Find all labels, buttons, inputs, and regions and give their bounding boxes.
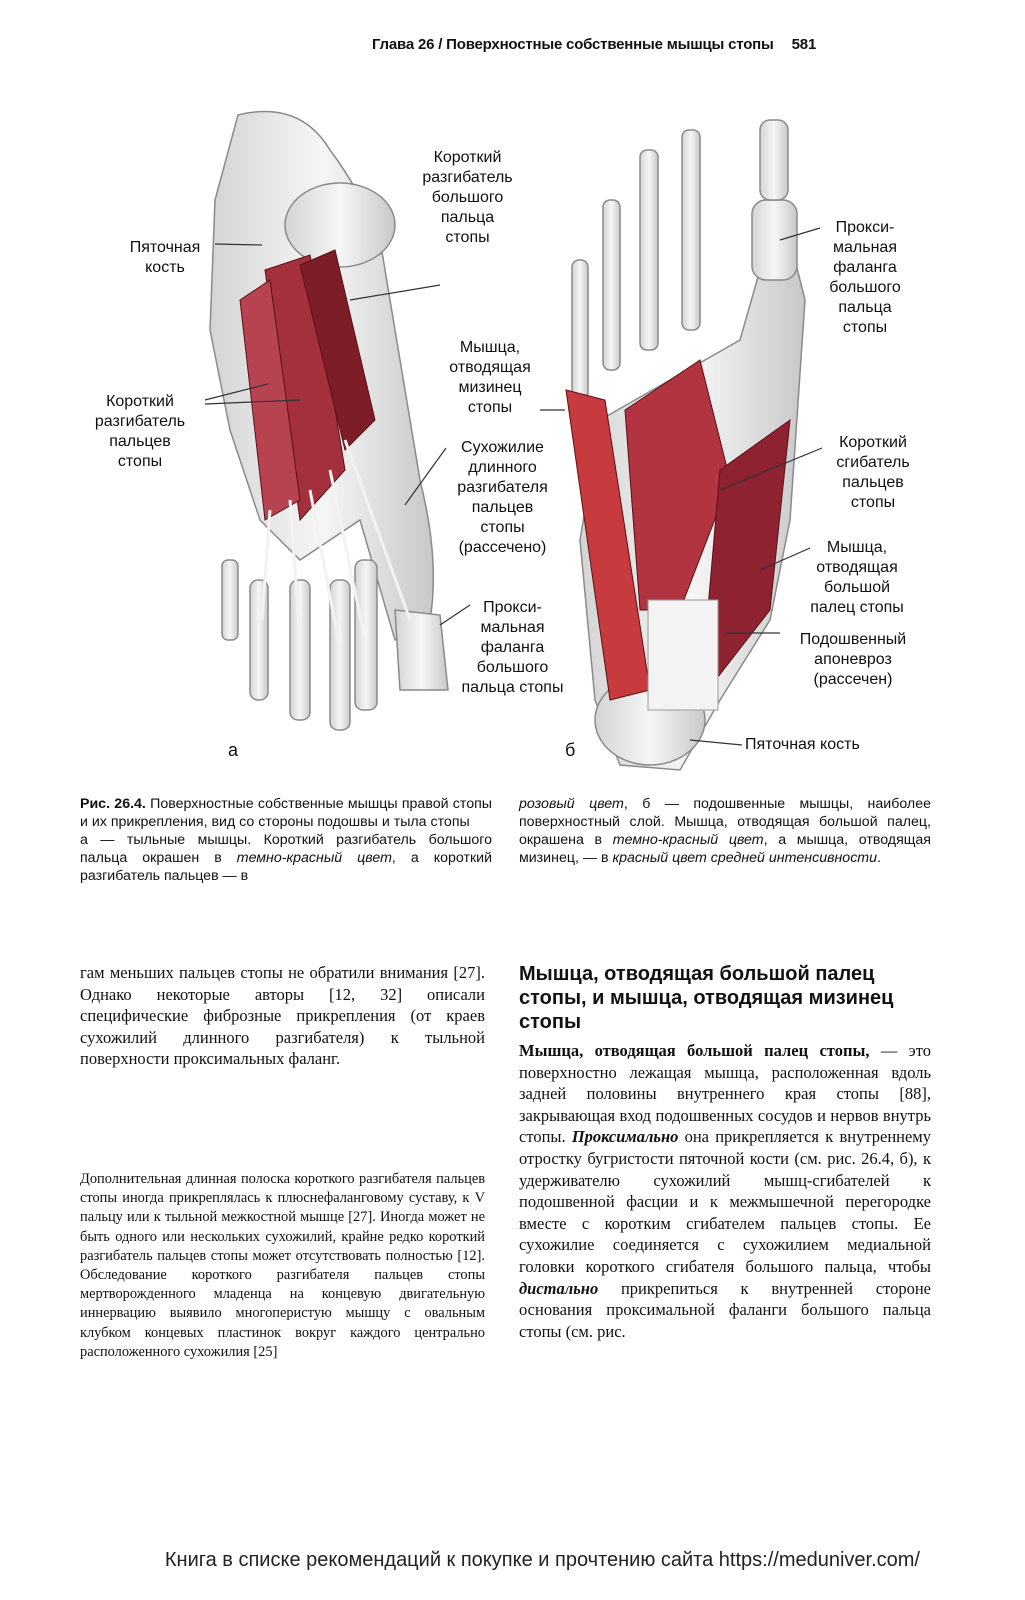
caption-end: . (877, 850, 881, 866)
caption-text-3: , а короткий разгибатель пальцев — в (80, 850, 492, 884)
caption-italic-1: темно-красный цвет (236, 850, 392, 866)
term-abductor-hallucis: Мышца, отводящая большой палец стопы, (519, 1041, 870, 1060)
figure-caption-right (519, 795, 931, 867)
term-proximal: Проксимально (571, 1127, 679, 1147)
label-prox-phalanx-a: Прокси- мальная фаланга большого пальца стопы (461, 599, 564, 696)
small-print-note: Дополнительная длинная полоска короткого разгибателя пальцев стопы иногда прикреплялась к плюснефаланговому суставу, к V пальцу или к тыльной межкостной мышце [27]. Иногда может не быть одного или нескольких сухожилий, крайне редко короткий разгибатель пальцев стопы может отсутствовать полностью [12]. Обследование короткого разгибателя пальцев стопы мертворожденного младенца на концевую двигательную иннервацию выявило многоперистую мышцу с овальным клубком концевых пластинок вокруг каждого центрально расположенного сухожилия [25] (80, 1171, 485, 1360)
term-distal: дистально (519, 1278, 599, 1298)
label-abductor-hallucis: Мышца, отводящая большой палец стопы (810, 539, 904, 616)
text-part-2: она прикрепляется к внутреннему отростку бугристости пяточной кости (см. рис. 26.4, б), к удерживателю сухожилий мышц-сгибателей к подошвенной фасции и к межмышечной перегородке вместе с коротким сгибателем пальцев стопы. Ее сухожилие соединяется с сухожилием медиальной головки короткого сгибателя большого пальца, чтобы (519, 1127, 931, 1276)
caption-italic-4: красный цвет средней интенсивности (612, 850, 877, 866)
text-part-3: прикрепиться к внутренней стороне основания проксимальной фаланги большого пальца стопы (см. рис. (519, 1278, 931, 1341)
caption-text-4: , б — подошвенные мышцы, наиболее поверхностный слой. Мышца, отводящая большой палец, окрашена в (519, 796, 931, 848)
chapter-title: Глава 26 / Поверхностные собственные мышцы стопы (372, 36, 774, 53)
plantar-aponeurosis-shape (648, 600, 718, 710)
caption-label: Рис. 26.4. (80, 796, 146, 812)
caption-text-5: , а мышца, отводящая мизинец, — в (519, 832, 931, 866)
body-paragraph-left: гам меньших пальцев стопы не обратили внимания [27]. Однако некоторые авторы [12, 32] описали специфические фиброзные прикрепления (от краев сухожилий длинного разгибателя) к тыльной поверхности проксимальных фаланг. (80, 963, 485, 1069)
body-paragraph-right (519, 1040, 931, 1342)
label-plantar-aponeurosis: Подошвенный апоневроз (рассечен) (799, 631, 907, 688)
label-calcaneus-b: Пяточная кость (745, 736, 860, 753)
label-tendon-ext-longus: Сухожилие длинного разгибателя пальцев стопы (рассечено) (457, 439, 548, 556)
section-heading: Мышца, отводящая большой палец стопы, и мышца, отводящая мизинец стопы (519, 963, 894, 1033)
caption-text-2: а — тыльные мышцы. Короткий разгибатель большого пальца окрашен в (80, 832, 492, 866)
caption-italic-2: розовый цвет (519, 796, 624, 812)
page-number: 581 (791, 36, 817, 53)
figure-letter-b: б (565, 740, 576, 760)
label-flexor-digitorum-brevis: Короткий сгибатель пальцев стопы (836, 434, 910, 511)
caption-italic-3: темно-красный цвет (612, 832, 764, 848)
figure-letter-a: а (228, 740, 239, 760)
label-prox-phalanx-b: Прокси- мальная фаланга большого пальца стопы (829, 219, 901, 336)
text-part-1: — это поверхностно лежащая мышца, расположенная вдоль задней половины внутреннего края стопы [88], закрывающая вход подошвенных сосудов и нервов внутрь стопы. (519, 1041, 931, 1147)
footer-watermark: Книга в списке рекомендаций к покупке и прочтению сайта https://meduniver.com/ (164, 1549, 920, 1571)
caption-text-1: Поверхностные собственные мышцы правой стопы и их прикрепления, вид со стороны подошвы и тыла стопы (80, 796, 493, 830)
label-calcaneus-a: Пяточная кость (129, 239, 201, 276)
label-ext-digitorum-brevis: Короткий разгибатель пальцев стопы (94, 393, 186, 470)
label-ext-hallucis-brevis: Короткий разгибатель большого пальца стопы (422, 149, 513, 246)
label-abductor-digiti-minimi: Мышца, отводящая мизинец стопы (449, 339, 531, 416)
figure-caption-left (80, 795, 492, 885)
